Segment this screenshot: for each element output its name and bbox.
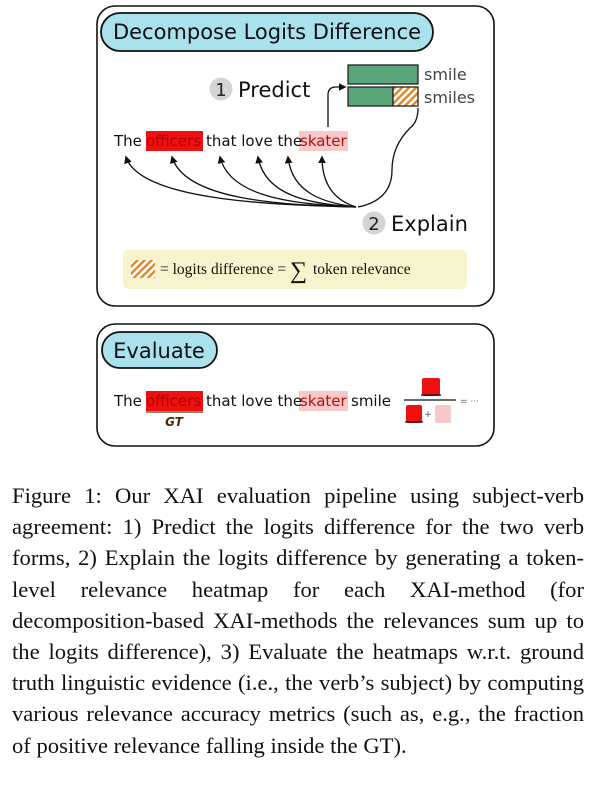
eval-word-verb: smile bbox=[351, 392, 391, 410]
bar-logits-difference-hatch bbox=[393, 87, 418, 106]
equation-part1: = logits difference = bbox=[160, 261, 287, 278]
fraction-equals: = ··· bbox=[460, 397, 479, 407]
figure-caption: Figure 1: Our XAI evaluation pipeline using subject-verb agreement: 1) Predict the logits difference for the two verb forms, 2) Explain the logits difference by generating a token-level relevance heatmap for each XAI-method (for decomposition-based XAI-methods the relevances sum up to the logits difference), 3) Evaluate the heatmaps w.r.t. ground truth linguistic evidence (i.e., the verb’s subject) by computing various relevance accuracy metrics (such as, e.g., the fraction of positive relevance falling inside the GT). bbox=[12, 483, 584, 758]
evaluate-panel bbox=[97, 324, 494, 446]
evaluate-title: Evaluate bbox=[113, 339, 205, 363]
equation-part2: token relevance bbox=[312, 261, 411, 278]
fraction-denominator-other bbox=[435, 405, 451, 423]
word-officers: officers bbox=[146, 132, 202, 150]
label-smile: smile bbox=[424, 65, 467, 84]
fraction-numerator-gt bbox=[422, 378, 440, 396]
eval-word-middle: that love the bbox=[206, 392, 303, 410]
gt-label: GT bbox=[165, 415, 183, 429]
fraction-plus: + bbox=[424, 410, 432, 420]
equation-sum-symbol: ∑ bbox=[289, 258, 308, 284]
fraction-denominator-gt bbox=[406, 405, 422, 423]
eval-word-the: The bbox=[114, 392, 142, 410]
step2-label: Explain bbox=[391, 212, 468, 236]
eval-sentence bbox=[113, 392, 391, 410]
step2-number: 2 bbox=[368, 214, 380, 235]
decompose-panel bbox=[97, 6, 494, 306]
step1-label: Predict bbox=[238, 78, 311, 102]
eval-word-officers: officers bbox=[146, 392, 202, 410]
input-sentence bbox=[113, 132, 348, 150]
equation-hatch-icon bbox=[131, 260, 155, 278]
word-the: The bbox=[114, 132, 142, 150]
bar-smiles bbox=[348, 87, 393, 106]
decompose-title: Decompose Logits Difference bbox=[112, 20, 422, 44]
eval-word-skater: skater bbox=[300, 392, 347, 410]
word-skater: skater bbox=[300, 132, 347, 150]
step1-number: 1 bbox=[215, 80, 227, 101]
label-smiles: smiles bbox=[424, 88, 475, 107]
word-middle: that love the bbox=[206, 132, 303, 150]
bar-smile bbox=[348, 65, 418, 84]
